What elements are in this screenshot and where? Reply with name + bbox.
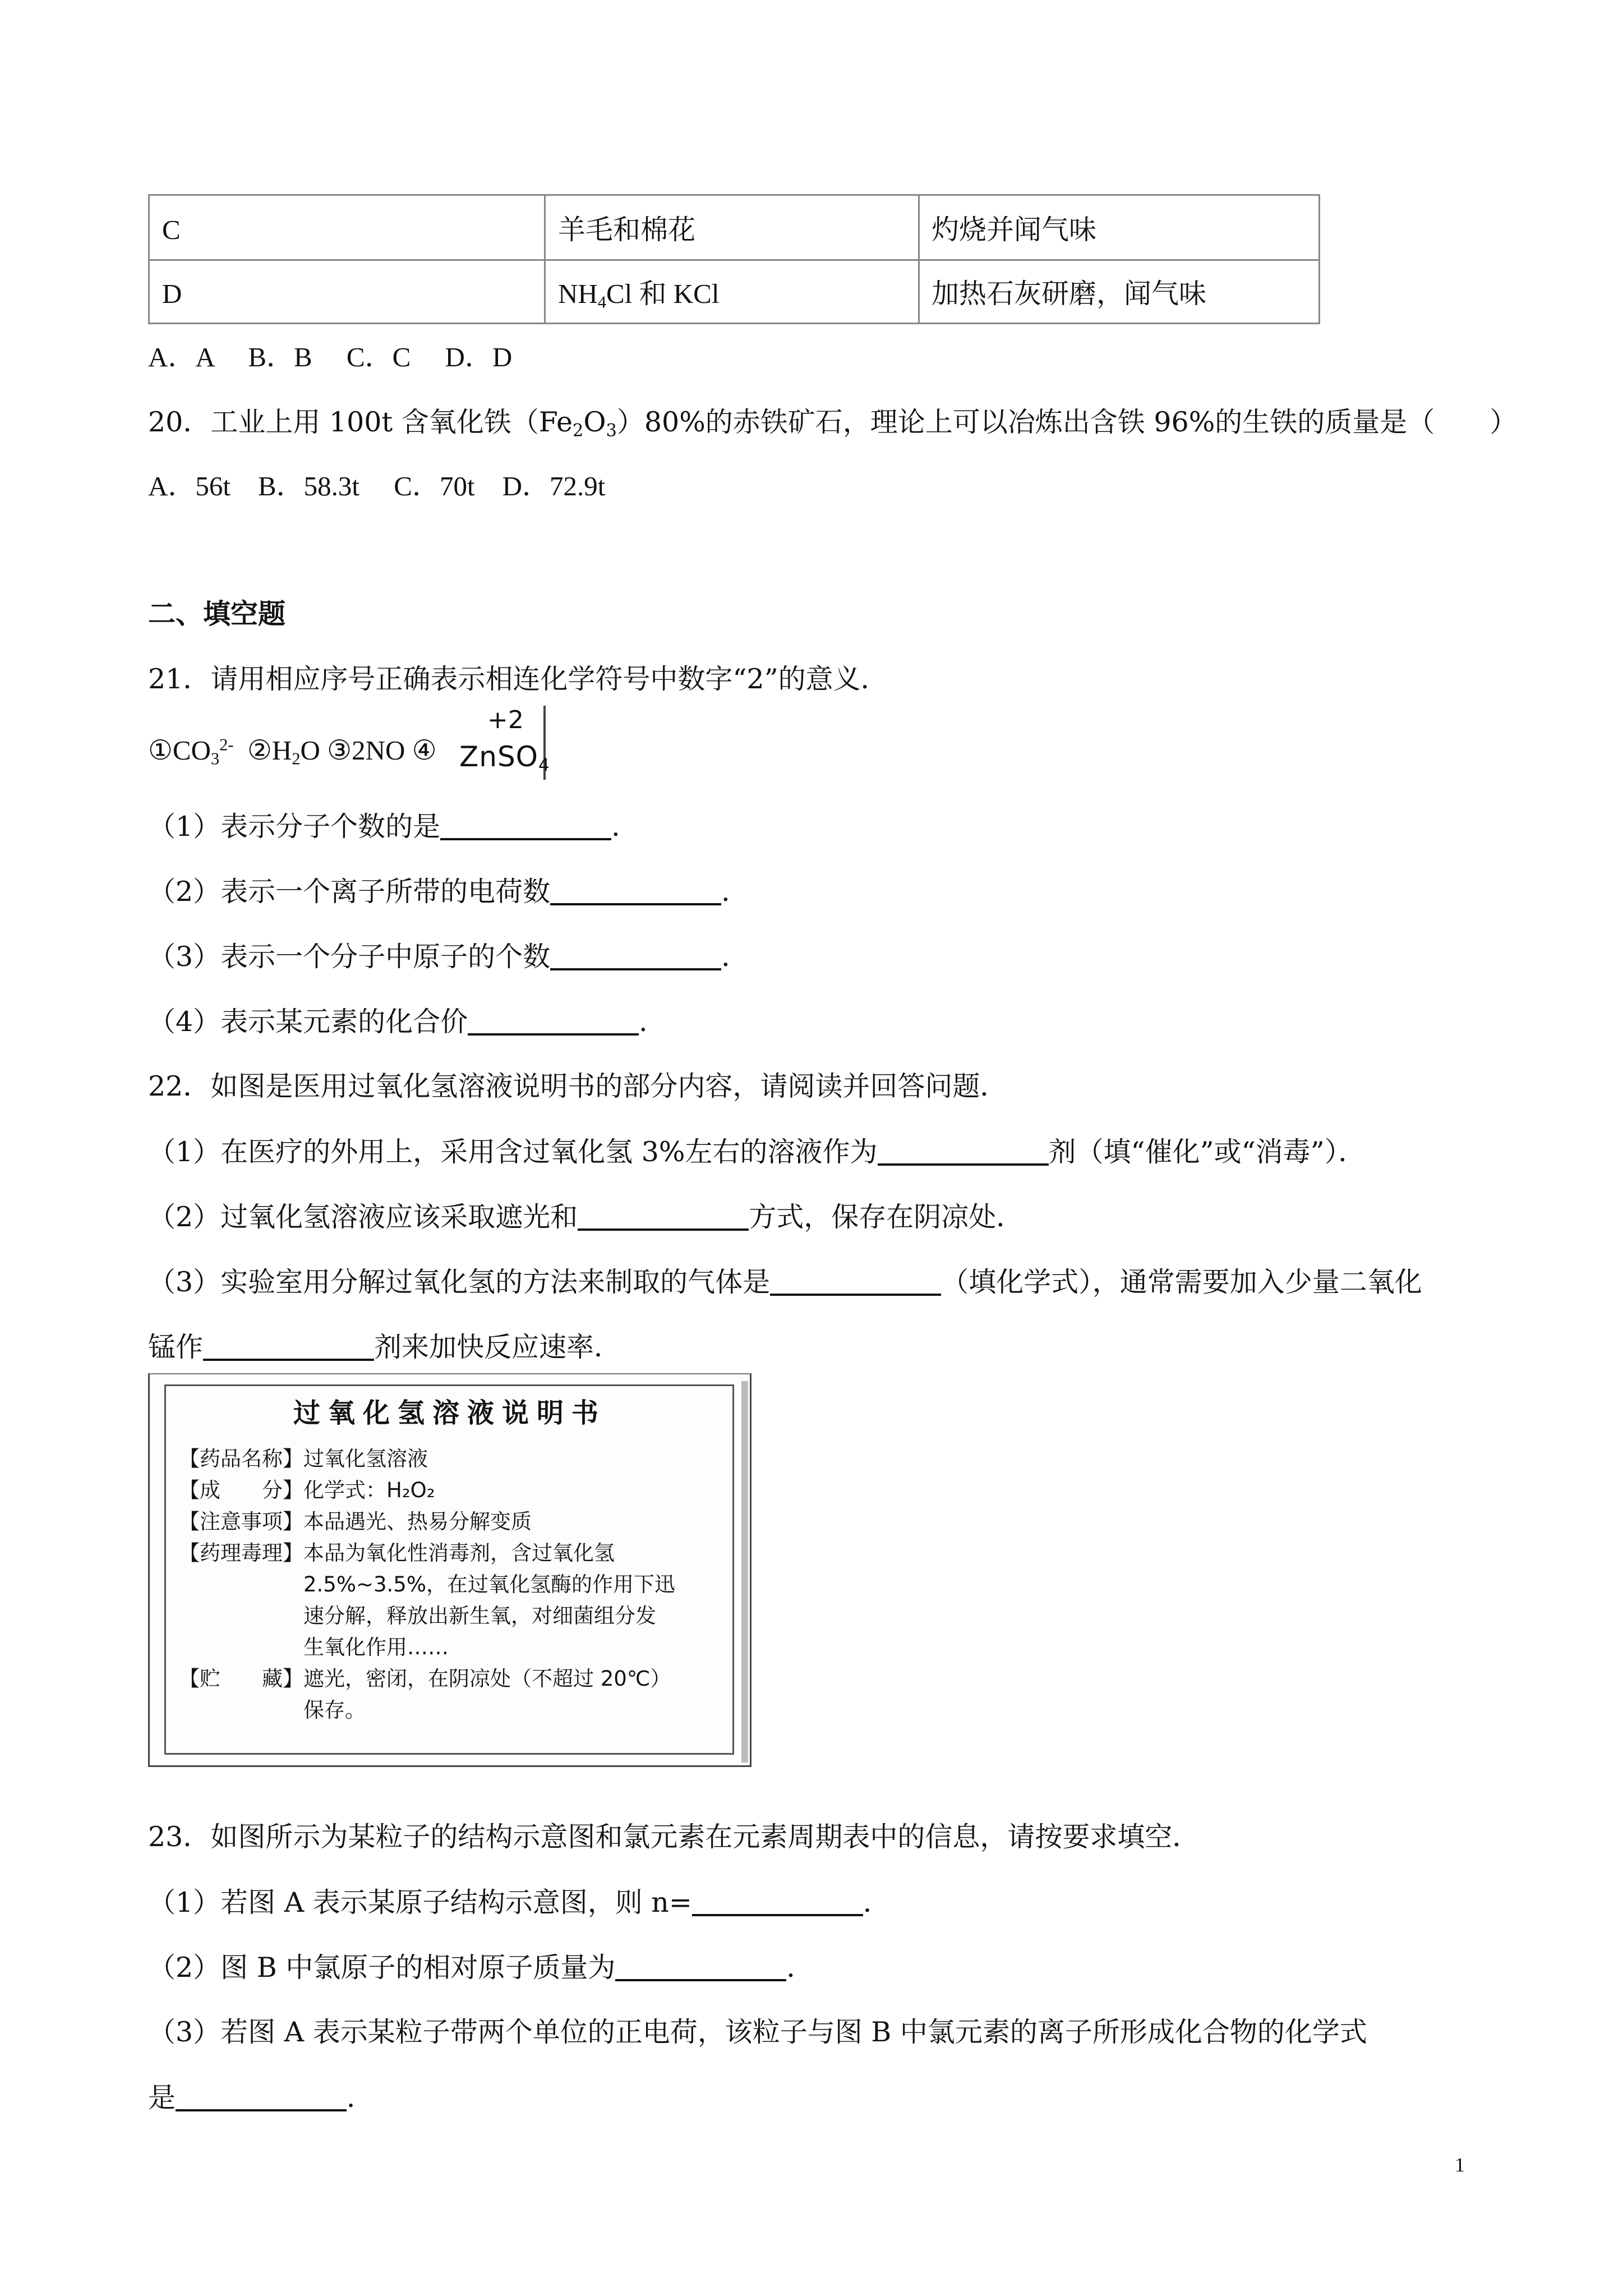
- znso4-valence-symbol: [456, 706, 549, 780]
- card-line: 【贮 藏】遮光，密闭，在阴凉处（不超过 20℃）: [179, 1667, 671, 1691]
- card-line: 【成 分】化学式：H₂O₂: [179, 1478, 435, 1502]
- answer-blank[interactable]: [878, 1138, 1049, 1166]
- answer-blank[interactable]: [203, 1333, 374, 1361]
- q22-item-2: （2）过氧化氢溶液应该采取遮光和 方式，保存在阴凉处．: [148, 1201, 1024, 1233]
- page-number: 1: [1455, 2154, 1465, 2176]
- card-title: 过氧化氢溶液说明书: [293, 1397, 606, 1429]
- q23-stem: 23．如图所示为某粒子的结构示意图和氯元素在元素周期表中的信息，请按要求填空．: [148, 1821, 1200, 1853]
- q22-stem: 22．如图是医用过氧化氢溶液说明书的部分内容，请阅读并回答问题．: [148, 1070, 1008, 1102]
- card-line: 2.5%~3.5%，在过氧化氢酶的作用下迅: [179, 1572, 675, 1596]
- card-line: 生氧化作用……: [179, 1635, 449, 1659]
- card-line: 【注意事项】本品遇光、热易分解变质: [179, 1510, 532, 1534]
- answer-blank[interactable]: [615, 1953, 786, 1981]
- answer-blank[interactable]: [440, 812, 611, 840]
- section-title: 二、填空题: [148, 597, 286, 630]
- q23-item-2: （2）图 B 中氯原子的相对原子质量为 ．: [148, 1952, 814, 1984]
- q23-item-3-cont: 是 ．: [148, 2082, 375, 2114]
- q20-answer-options: A．56t B．58.3t C．70t D．72.9t: [148, 471, 606, 501]
- card-line: 【药理毒理】本品为氧化性消毒剂，含过氧化氢: [179, 1541, 615, 1565]
- answer-blank[interactable]: [770, 1268, 941, 1296]
- answer-blank[interactable]: [692, 1888, 863, 1916]
- q19-answer-options: A．A B．B C．C D．D: [148, 342, 513, 372]
- table-row-divider: [150, 259, 1318, 261]
- q23-item-1: （1）若图 A 表示某原子结构示意图，则 n= ．: [148, 1887, 891, 1918]
- q21-item-4: （4）表示某元素的化合价 ．: [148, 1006, 667, 1038]
- table-cell-items: 羊毛和棉花: [558, 214, 696, 246]
- comparison-table: [148, 194, 1320, 324]
- formula-text: ZnSO$_4$: [459, 740, 550, 776]
- table-cell-method: 加热石灰研磨，闻气味: [932, 278, 1207, 310]
- q21-item-1: （1）表示分子个数的是 ．: [148, 811, 639, 843]
- q21-symbols: $①CO_3^{2-}$ $②H_2O$ ③2NO ④: [148, 735, 437, 769]
- table-cell-option: D: [162, 278, 182, 309]
- card-line: 保存。: [179, 1698, 366, 1722]
- table-cell-option: C: [162, 214, 181, 245]
- answer-blank[interactable]: [550, 942, 721, 970]
- answer-blank[interactable]: [550, 877, 721, 905]
- q20-stem: 20．工业上用 100t 含氧化铁$(Fe_2O_3)80\%$的赤铁矿石，理论上可以冶炼出含铁 96%的生铁的质量是（ ）: [148, 406, 1518, 441]
- q22-item-3: （3）实验室用分解过氧化氢的方法来制取的气体是 （填化学式），通常需要加入少量二氧化: [148, 1266, 1422, 1298]
- table-column-divider: [918, 196, 920, 323]
- hydrogen-peroxide-instruction-card: [148, 1373, 751, 1767]
- q23-item-3: （3）若图 A 表示某粒子带两个单位的正电荷，该粒子与图 B 中氯元素的离子所形成化合物的化学式: [148, 2016, 1367, 2048]
- q21-item-2: （2）表示一个离子所带的电荷数 ．: [148, 876, 749, 908]
- q22-item-1: （1）在医疗的外用上，采用含过氧化氢 3%左右的溶液作为 剂（填“催化”或“消毒”）．: [148, 1136, 1366, 1168]
- card-line: 速分解，释放出新生氧，对细菌组分发: [179, 1604, 656, 1628]
- scan-shadow: [741, 1381, 748, 1763]
- table-column-divider: [544, 196, 546, 323]
- q22-item-3-cont: 锰作 剂来加快反应速率．: [148, 1331, 622, 1363]
- table-cell-items: $NH_4Cl$ 和 KCl: [558, 278, 720, 312]
- oxidation-state: +2: [487, 706, 524, 734]
- table-cell-method: 灼烧并闻气味: [932, 214, 1097, 246]
- card-line: 【药品名称】过氧化氢溶液: [179, 1447, 428, 1471]
- answer-blank[interactable]: [578, 1203, 749, 1231]
- q21-stem: 21．请用相应序号正确表示相连化学符号中数字“2”的意义．: [148, 663, 888, 695]
- answer-blank[interactable]: [468, 1007, 639, 1036]
- q21-item-3: （3）表示一个分子中原子的个数 ．: [148, 941, 749, 973]
- answer-blank[interactable]: [176, 2083, 347, 2111]
